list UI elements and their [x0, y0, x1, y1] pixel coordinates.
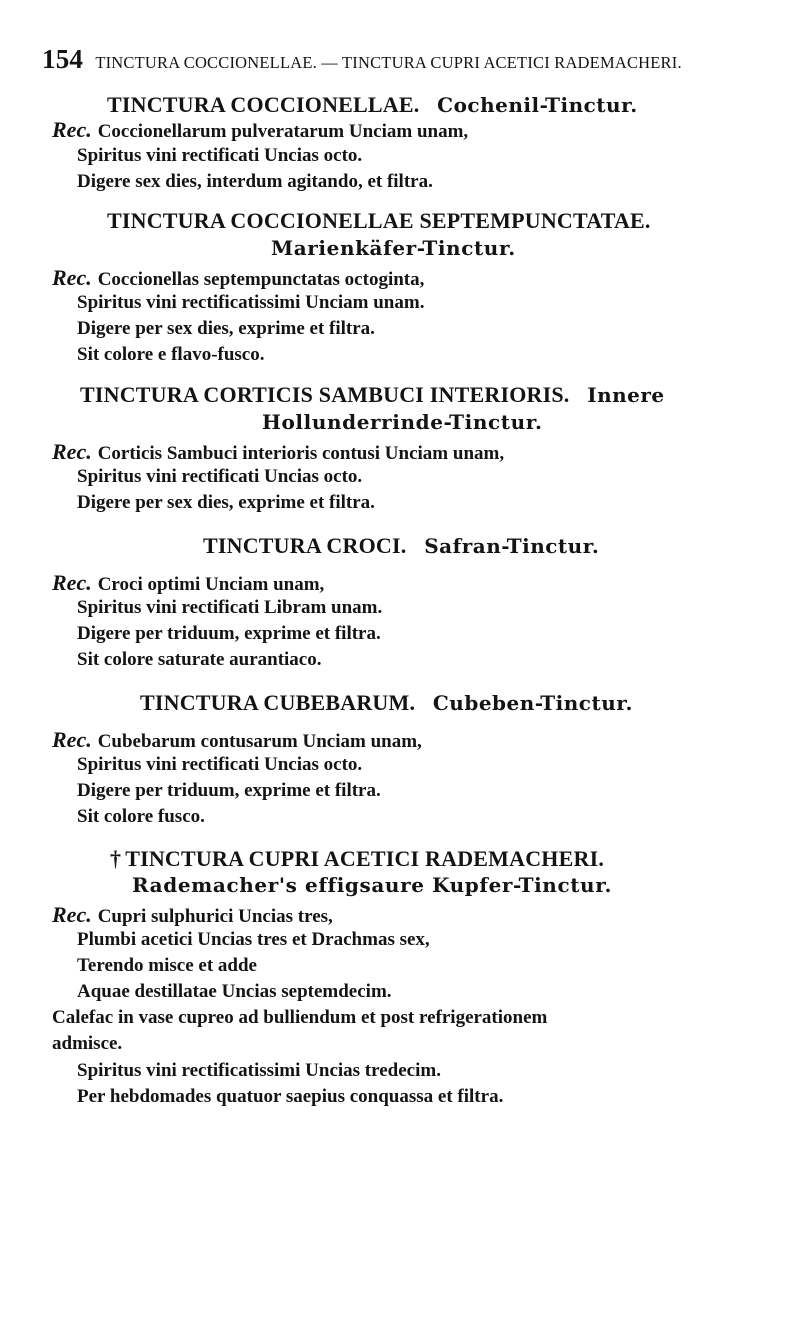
rec-label: Rec.: [52, 439, 92, 464]
german-name: Hollunderrinde-Tinctur.: [262, 410, 543, 434]
text-line: Rec. Croci optimi Unciam unam,: [52, 570, 325, 595]
text-line: Plumbi acetici Uncias tres et Drachmas sex,: [77, 929, 430, 950]
entry-title: TINCTURA CUBEBARUM. Cubeben-Tinctur.: [140, 690, 633, 715]
text-line: Spiritus vini rectificati Libram unam.: [77, 597, 383, 618]
text-line: Calefac in vase cupreo ad bulliendum et post refrigerationem: [52, 1007, 548, 1028]
text-line: Spiritus vini rectificati Uncias octo.: [77, 754, 363, 775]
german-name: Rademacher's effigsaure Kupfer-Tinctur.: [132, 873, 613, 897]
rec-label: Rec.: [52, 265, 92, 290]
text-line: Rec. Coccionellas septempunctatas octoginta,: [52, 265, 425, 290]
rec-label: Rec.: [52, 727, 92, 752]
text-line: Sit colore saturate aurantiaco.: [77, 649, 322, 670]
text-line: Spiritus vini rectificati Uncias octo.: [77, 145, 363, 166]
text-line: Spiritus vini rectificatissimi Unciam unam.: [77, 292, 425, 313]
text-line: Rec. Coccionellarum pulveratarum Unciam unam,: [52, 117, 469, 142]
text-line: Spiritus vini rectificati Uncias octo.: [77, 466, 363, 487]
german-name: Marienkäfer-Tinctur.: [271, 236, 516, 260]
dagger-mark: †: [110, 846, 122, 871]
text-line: Rec. Cubebarum contusarum Unciam unam,: [52, 727, 422, 752]
entry-title: TINCTURA CORTICIS SAMBUCI INTERIORIS. Innere: [80, 382, 665, 407]
text-line: Spiritus vini rectificatissimi Uncias tredecim.: [77, 1060, 441, 1081]
text-line: Sit colore e flavo-fusco.: [77, 344, 265, 365]
running-head: [42, 44, 782, 75]
text-line: Digere sex dies, interdum agitando, et filtra.: [77, 171, 433, 192]
page-number: 154: [42, 44, 84, 74]
text-line: Sit colore fusco.: [77, 806, 205, 827]
text-line: Digere per triduum, exprime et filtra.: [77, 780, 381, 801]
german-name: Cochenil-Tinctur.: [437, 93, 638, 117]
entry-title: TINCTURA CROCI. Safran-Tinctur.: [203, 533, 600, 558]
rec-label: Rec.: [52, 902, 92, 927]
entry-title: † TINCTURA CUPRI ACETICI RADEMACHERI.: [110, 846, 605, 871]
german-name: Safran-Tinctur.: [424, 534, 600, 558]
rec-label: Rec.: [52, 117, 92, 142]
text-line: Terendo misce et adde: [77, 955, 257, 976]
entry-title: TINCTURA COCCIONELLAE. Cochenil-Tinctur.: [107, 92, 638, 117]
text-line: Rec. Cupri sulphurici Uncias tres,: [52, 902, 333, 927]
rec-label: Rec.: [52, 570, 92, 595]
text-line: admisce.: [52, 1033, 123, 1054]
text-line: Aquae destillatae Uncias septemdecim.: [77, 981, 392, 1002]
german-name-inline: Innere: [587, 383, 665, 407]
text-line: Per hebdomades quatuor saepius conquassa et filtra.: [77, 1086, 504, 1107]
running-title: TINCTURA COCCIONELLAE. — TINCTURA CUPRI ACETICI RADEMACHERI.: [95, 53, 682, 72]
text-line: Digere per triduum, exprime et filtra.: [77, 623, 381, 644]
text-line: Digere per sex dies, exprime et filtra.: [77, 318, 375, 339]
german-name: Cubeben-Tinctur.: [432, 691, 633, 715]
text-line: Digere per sex dies, exprime et filtra.: [77, 492, 375, 513]
text-line: Rec. Corticis Sambuci interioris contusi Unciam unam,: [52, 439, 505, 464]
entry-title: TINCTURA COCCIONELLAE SEPTEMPUNCTATAE.: [107, 208, 651, 233]
